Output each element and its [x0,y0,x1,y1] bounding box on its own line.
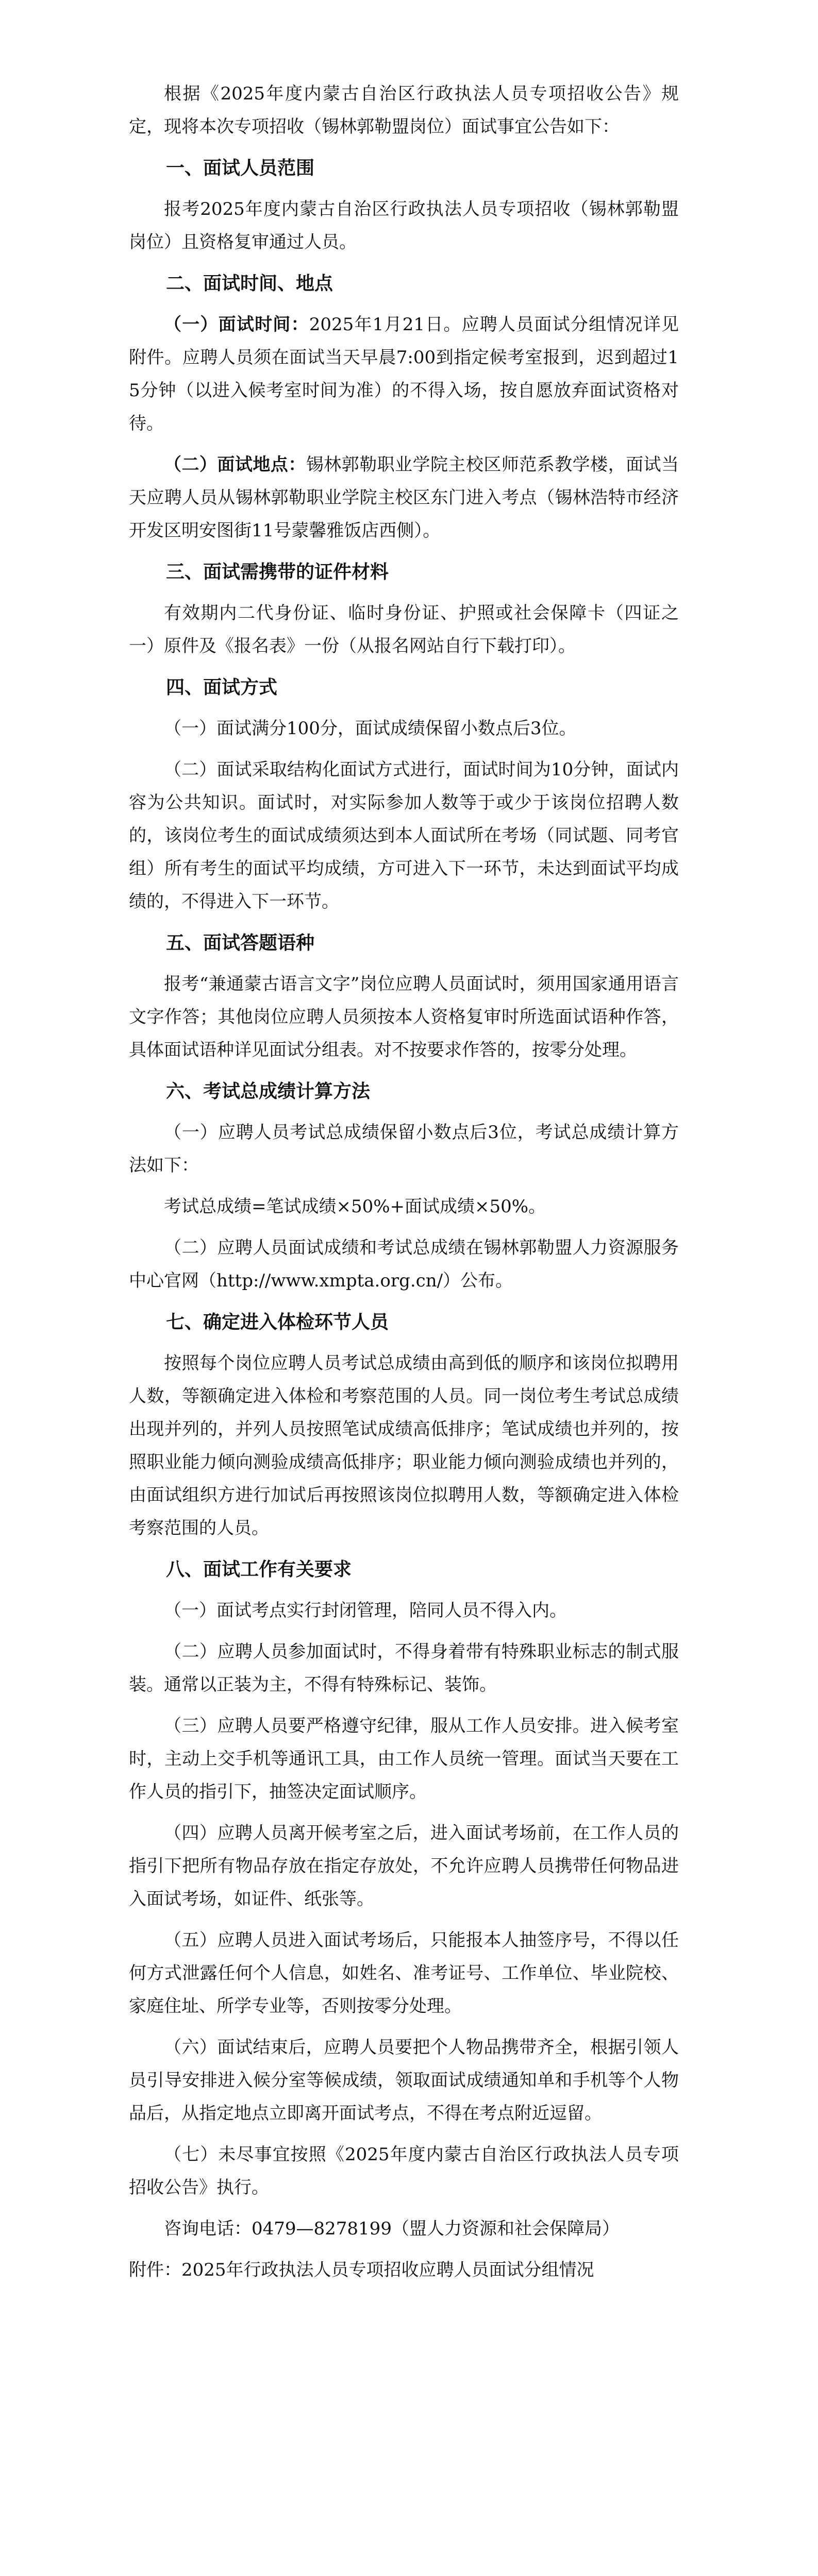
section-8-paragraph-4: （四）应聘人员离开候考室之后，进入面试考场前，在工作人员的指引下把所有物品存放在指定存放处，不允许应聘人员携带任何物品进入面试考场，如证件、纸张等。 [129,1823,679,1909]
section-3-body: 有效期内二代身份证、临时身份证、护照或社会保障卡（四证之一）原件及《报名表》一份（从报名网站自行下载打印）。 [129,603,679,656]
section-4-paragraph-2: （二）面试采取结构化面试方式进行，面试时间为10分钟，面试内容为公共知识。面试时，对实际参加人数等于或少于该岗位招聘人数的，该岗位考生的面试成绩须达到本人面试所在考场（同试题、同考官组）所有考生的面试平均成绩，方可进入下一环节，未达到面试平均成绩的，不得进入下一环节。 [129,759,679,912]
section-5-heading: 五、面试答题语种 [166,932,315,954]
section-8-paragraph-7: （七）未尽事宜按照《2025年度内蒙古自治区行政执法人员专项招收公告》执行。 [129,2144,679,2198]
interview-time-body: 2025年1月21日。应聘人员面试分组情况详见附件。应聘人员须在面试当天早晨7:00到指定候考室报到，迟到超过15分钟（以进入候考室时间为准）的不得入场，按自愿放弃面试资格对待。 [129,314,679,434]
interview-place-paragraph [129,448,679,547]
score-formula: 考试总成绩=笔试成绩×50%+面试成绩×50%。 [164,1196,546,1217]
section-8-paragraph-5: （五）应聘人员进入面试考场后，只能报本人抽签序号，不得以任何方式泄露任何个人信息，如姓名、准考证号、工作单位、毕业院校、家庭住址、所学专业等，否则按零分处理。 [129,1930,679,2016]
interview-time-label: （一）面试时间： [164,314,309,335]
section-1-body: 报考2025年度内蒙古自治区行政执法人员专项招收（锡林郭勒盟岗位）且资格复审通过人员。 [129,199,679,252]
section-3-heading: 三、面试需携带的证件材料 [166,561,389,583]
section-4-heading: 四、面试方式 [166,676,278,698]
section-8-paragraph-2: （二）应聘人员参加面试时，不得身着带有特殊职业标志的制式服装。通常以正装为主，不得有特殊标记、装饰。 [129,1641,679,1695]
attachment-note: 附件：2025年行政执法人员专项招收应聘人员面试分组情况 [129,2260,594,2280]
section-8-paragraph-6: （六）面试结束后，应聘人员要把个人物品携带齐全，根据引领人员引导安排进入候分室等候成绩，领取面试成绩通知单和手机等个人物品后，从指定地点立即离开面试考点，不得在考点附近逗留。 [129,2037,679,2124]
section-6-paragraph-1: （一）应聘人员考试总成绩保留小数点后3位，考试总成绩计算方法如下： [129,1122,679,1176]
section-8-paragraph-3: （三）应聘人员要严格遵守纪律，服从工作人员安排。进入候考室时，主动上交手机等通讯工具，由工作人员统一管理。面试当天要在工作人员的指引下，抽签决定面试顺序。 [129,1716,679,1802]
section-4-paragraph-1: （一）面试满分100分，面试成绩保留小数点后3位。 [164,718,577,739]
section-7-heading: 七、确定进入体检环节人员 [166,1311,389,1333]
contact-phone: 咨询电话：0479—8278199（盟人力资源和社会保障局） [164,2218,620,2239]
section-5-body: 报考“兼通蒙古语言文字”岗位应聘人员面试时，须用国家通用语言文字作答；其他岗位应聘人员须按本人资格复审时所选面试语种作答，具体面试语种详见面试分组表。对不按要求作答的，按零分处理。 [129,974,679,1060]
interview-place-label: （二）面试地点： [164,454,306,475]
section-1-heading: 一、面试人员范围 [166,157,315,179]
section-6-heading: 六、考试总成绩计算方法 [166,1080,371,1102]
section-6-paragraph-2: （二）应聘人员面试成绩和考试总成绩在锡林郭勒盟人力资源服务中心官网（http://www.xmpta.org.cn/）公布。 [129,1238,679,1291]
interview-time-paragraph [129,308,679,440]
section-7-body: 按照每个岗位应聘人员考试总成绩由高到低的顺序和该岗位拟聘用人数，等额确定进入体检和考察范围的人员。同一岗位考生考试总成绩出现并列的，并列人员按照笔试成绩高低排序；笔试成绩也并列的，按照职业能力倾向测验成绩高低排序；职业能力倾向测验成绩也并列的，由面试组织方进行加试后再按照该岗位拟聘用人数，等额确定进入体检考察范围的人员。 [129,1353,679,1538]
section-2-heading: 二、面试时间、地点 [166,273,333,294]
intro-paragraph: 根据《2025年度内蒙古自治区行政执法人员专项招收公告》规定，现将本次专项招收（锡林郭勒盟岗位）面试事宜公告如下： [129,83,679,137]
section-8-paragraph-1: （一）面试考点实行封闭管理，陪同人员不得入内。 [164,1600,567,1621]
section-8-heading: 八、面试工作有关要求 [166,1558,352,1580]
interview-place-body: 锡林郭勒职业学院主校区师范系教学楼，面试当天应聘人员从锡林郭勒职业学院主校区东门进入考点（锡林浩特市经济开发区明安图街11号蒙馨雅饭店西侧）。 [129,454,679,541]
